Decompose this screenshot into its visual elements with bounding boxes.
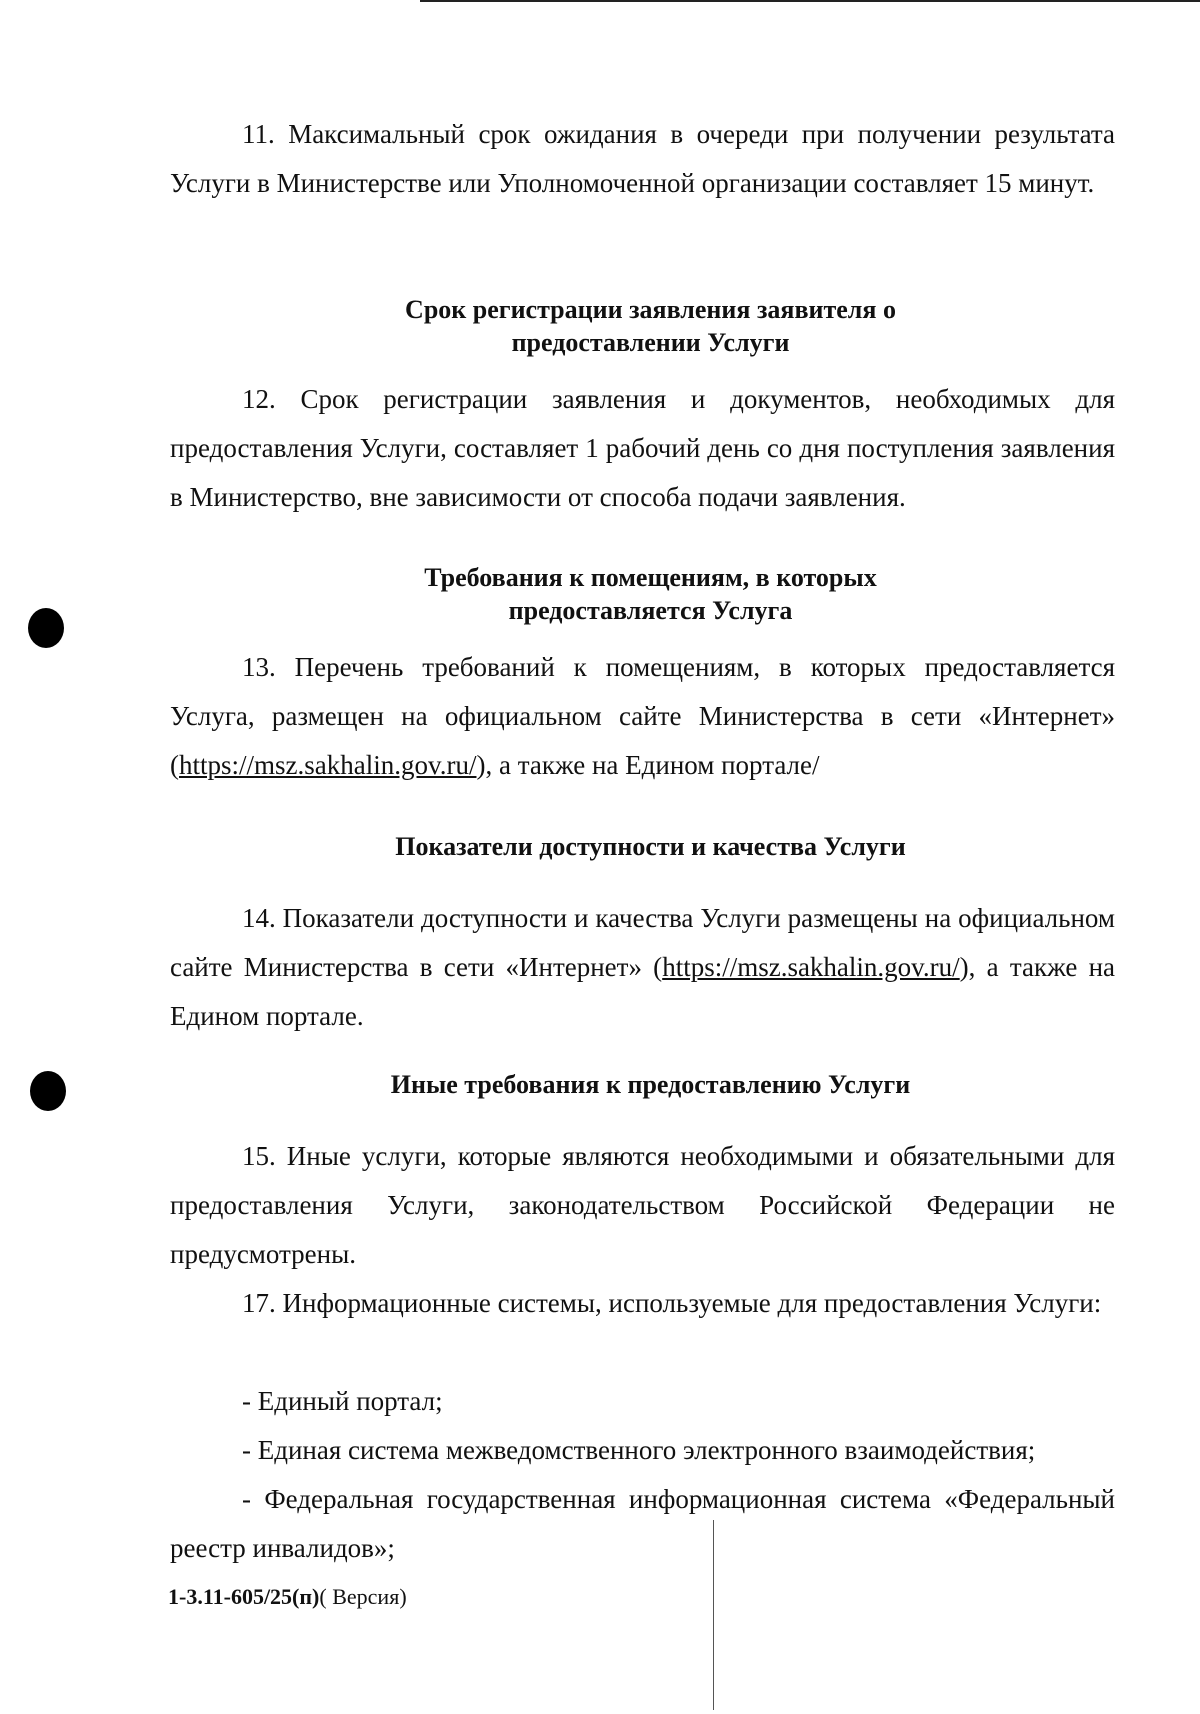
paragraph-12: 12. Срок регистрации заявления и документов, необходимых для предоставления Услуги, составляет 1 рабочий день со дня поступления заявления в Министерство, вне зависимости от способа подачи заявления. <box>170 384 1115 512</box>
section-17 <box>170 1279 1115 1328</box>
paragraph-text: 13. Перечень требований к помещениям, в которых предоставляется Услуга, размещен на официальном сайте Министерства в сети «Интернет» ( <box>170 652 1115 780</box>
website-link[interactable]: https://msz.sakhalin.gov.ru/ <box>662 952 960 982</box>
section-12 <box>170 375 1115 522</box>
scan-fold-line <box>713 1520 714 1710</box>
heading-premises-requirements <box>170 561 1115 627</box>
punch-hole <box>30 1071 66 1111</box>
section-14 <box>170 894 1115 1041</box>
section-15 <box>170 1132 1115 1279</box>
heading-registration-term <box>170 293 1115 359</box>
top-edge-line <box>420 0 1200 2</box>
heading-line: предоставлении Услуги <box>511 328 790 357</box>
heading-line: предоставляется Услуга <box>508 596 793 625</box>
list-item-text: - Единый портал; <box>242 1386 443 1416</box>
paragraph-11: 11. Максимальный срок ожидания в очереди при получении результата Услуги в Министерстве или Уполномоченной организации составляет 15 минут. <box>170 119 1115 198</box>
paragraph-text: 14. Показатели доступности и качества Услуги размещены на официальном сайте Министерства в сети «Интернет» ( <box>170 903 1115 982</box>
document-code <box>168 1584 407 1610</box>
document-version: ( Версия) <box>319 1584 407 1609</box>
list-item <box>170 1475 1115 1573</box>
paragraph-14 <box>170 894 1115 1041</box>
list-item-text: - Единая система межведомственного электронного взаимодействия; <box>242 1435 1036 1465</box>
heading-line: Требования к помещениям, в которых <box>424 563 877 592</box>
document-number: 1-3.11-605/25(п) <box>168 1584 320 1609</box>
paragraph-text: ), а также на Едином портале. <box>170 952 1116 1031</box>
list-item <box>170 1426 1115 1475</box>
list-item <box>170 1377 1115 1426</box>
website-link[interactable]: https://msz.sakhalin.gov.ru/ <box>179 750 477 780</box>
paragraph-15: 15. Иные услуги, которые являются необходимыми и обязательными для предоставления Услуги, законодательством Российской Федерации не предусмотрены. <box>170 1141 1115 1269</box>
section-13 <box>170 643 1115 790</box>
heading-line: Срок регистрации заявления заявителя о <box>405 295 896 324</box>
list-item-text: - Федеральная государственная информационная система «Федеральный реестр инвалидов»; <box>170 1484 1115 1563</box>
heading-line: Иные требования к предоставлению Услуги <box>390 1070 911 1099</box>
section-11 <box>170 110 1115 208</box>
paragraph-17: 17. Информационные системы, используемые для предоставления Услуги: <box>242 1288 1102 1318</box>
heading-line: Показатели доступности и качества Услуги <box>395 832 906 861</box>
punch-hole <box>28 608 64 648</box>
paragraph-13 <box>170 643 1115 790</box>
paragraph-text: ), а также на Едином портале/ <box>476 750 820 780</box>
heading-other-requirements <box>170 1068 1115 1101</box>
heading-accessibility-indicators <box>170 830 1115 863</box>
